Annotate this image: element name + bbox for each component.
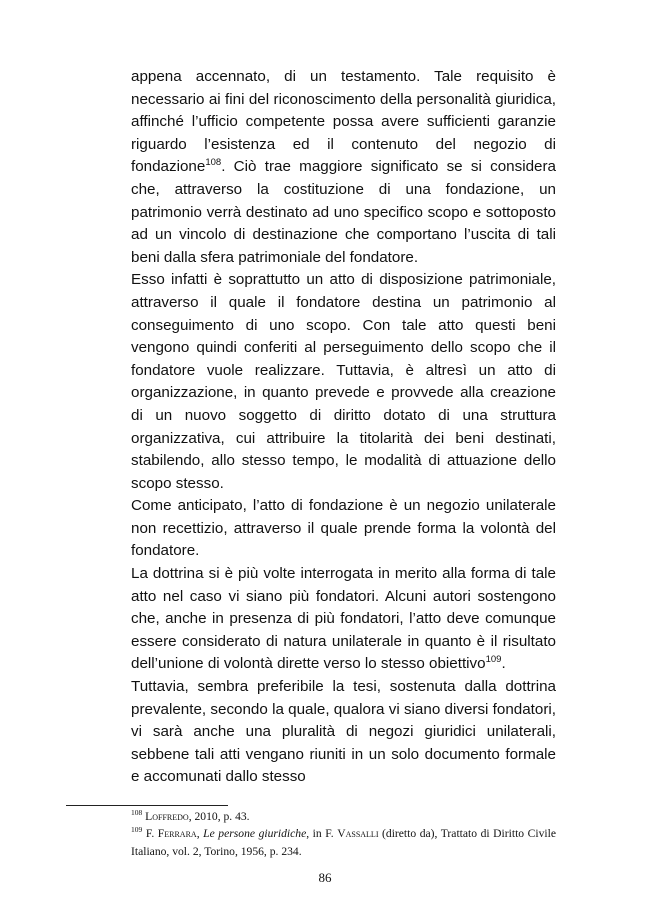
paragraph-5: Tuttavia, sembra preferibile la tesi, sostenuta dalla dottrina prevalente, secondo la quale, qualora vi siano diversi fondatori, vi sarà anche una pluralità di negozi giuridici unilaterali, sebbene tali atti vengano riuniti in un solo documento formale e accomunati dallo stesso: [131, 678, 556, 786]
paragraph-2: Esso infatti è soprattutto un atto di disposizione patrimoniale, attraverso il quale il fondatore destina un patrimonio al conseguimento di uno scopo. Con tale atto questi beni vengono quindi conferiti al perseguimento dello scopo che il fondatore vuole realizzare. Tuttavia, è altresì un atto di organizzazione, in quanto prevede e provvede alla creazione di un nuovo soggetto di diritto dotato di una struttura organizzativa, cui attribuire la titolarità dei beni destinati, stabilendo, allo stesso tempo, le modalità di attuazione dello scopo stesso.: [131, 271, 556, 492]
footnote-number: 109: [131, 825, 143, 835]
footnote-number: 108: [131, 808, 143, 818]
footnote-editor: Vassalli: [337, 827, 379, 841]
body-text: [131, 66, 556, 789]
footnote-separator: [66, 805, 228, 806]
footnote-109: $^{109}$ F. Ferrara, Le persone giuridiche, in F. Vassalli (diretto da), Trattato di Diritto Civile Italiano, vol. 2, Torino, 1956, p. 234.: [131, 825, 556, 858]
paragraph-1: appena accennato, di un testamento. Tale requisito è necessario ai fini del riconoscimento della personalità giuridica, affinché l’ufficio competente possa avere sufficienti garanzie riguardo l’esistenza ed il contenuto del negozio di fondazione$^{108}$. Ciò trae maggiore significato se si considera che, attraverso la costituzione di una fondazione, un patrimonio verrà destinato ad uno specifico scopo e sottoposto ad un vincolo di destinazione che comportano l’uscita di tali beni dalla sfera patrimoniale del fondatore.: [131, 68, 556, 266]
footnote-ref-109[interactable]: 109: [485, 654, 502, 666]
footnote-title: Le persone giuridiche: [203, 827, 307, 841]
footnote-108: $^{108}$ Loffredo, 2010, p. 43.: [131, 808, 250, 823]
page-number: 86: [318, 870, 332, 885]
footnote-author: Ferrara: [157, 827, 197, 841]
footnote-author: Loffredo: [145, 810, 189, 823]
paragraph-4: La dottrina si è più volte interrogata in merito alla forma di tale atto nel caso vi siano più fondatori. Alcuni autori sostengono che, anche in presenza di più fondatori, l’atto deve comunque essere considerato di natura unilaterale in quanto è il risultato dell’unione di volontà dirette verso lo stesso obiettivo$^{109}$.: [131, 565, 556, 673]
footnote-ref-108[interactable]: 108: [205, 157, 222, 169]
paragraph-3: Come anticipato, l’atto di fondazione è un negozio unilaterale non recettizio, attraverso il quale prende forma la volontà del fondatore.: [131, 497, 556, 560]
footnotes: [131, 808, 556, 860]
